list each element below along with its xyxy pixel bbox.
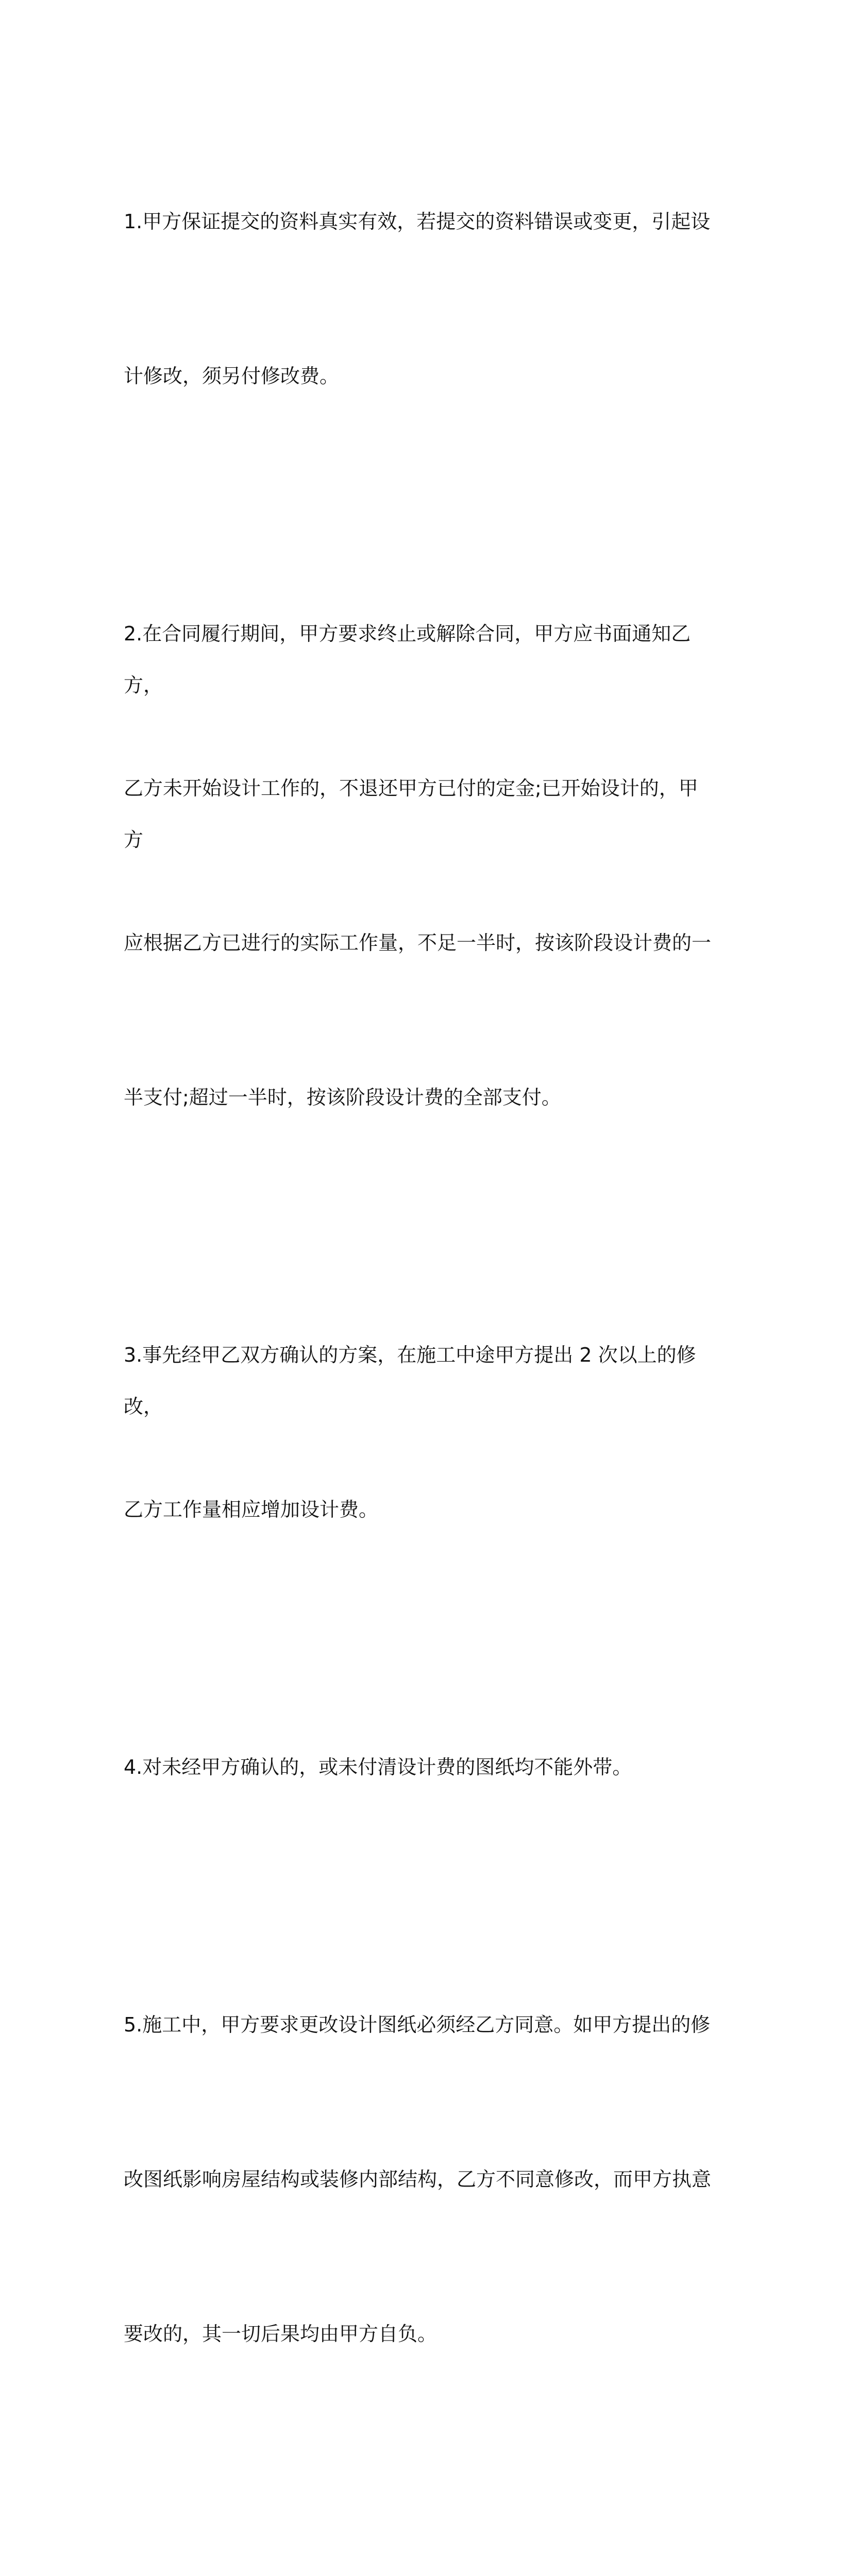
clause-5 xyxy=(124,1896,711,2463)
clause-line: 1.甲方保证提交的资料真实有效，若提交的资料错误或变更，引起设 xyxy=(124,210,711,233)
clause-line: 半支付;超过一半时，按该阶段设计费的全部支付。 xyxy=(124,1086,561,1109)
clause-3 xyxy=(124,1226,711,1638)
clause-1 xyxy=(124,93,711,505)
clause-line: 2.在合同履行期间，甲方要求终止或解除合同，甲方应书面通知乙方， xyxy=(124,622,691,697)
clause-2 xyxy=(124,505,711,1226)
clause-line: 3.事先经甲乙双方确认的方案，在施工中途甲方提出 2 次以上的修改， xyxy=(124,1344,696,1418)
clause-line: 乙方工作量相应增加设计费。 xyxy=(124,1498,379,1521)
clause-line xyxy=(124,2566,711,2576)
clause-line: 乙方未开始设计工作的，不退还甲方已付的定金;已开始设计的，甲方 xyxy=(124,777,698,851)
clause-4 xyxy=(124,1638,711,1896)
clause-line: 改图纸影响房屋结构或装修内部结构，乙方不同意修改，而甲方执意 xyxy=(124,2168,712,2191)
clause-line: 4.对未经甲方确认的，或未付清设计费的图纸均不能外带。 xyxy=(124,1756,632,1778)
clause-line: 计修改，须另付修改费。 xyxy=(124,365,340,387)
contract-clauses xyxy=(124,93,711,2576)
clause-line: 要改的，其一切后果均由甲方自负。 xyxy=(124,2323,438,2345)
clause-line: 5.施工中，甲方要求更改设计图纸必须经乙方同意。如甲方提出的修 xyxy=(124,2013,711,2036)
clause-line: 应根据乙方已进行的实际工作量，不足一半时，按该阶段设计费的一 xyxy=(124,931,712,954)
clause-6 xyxy=(124,2463,711,2576)
